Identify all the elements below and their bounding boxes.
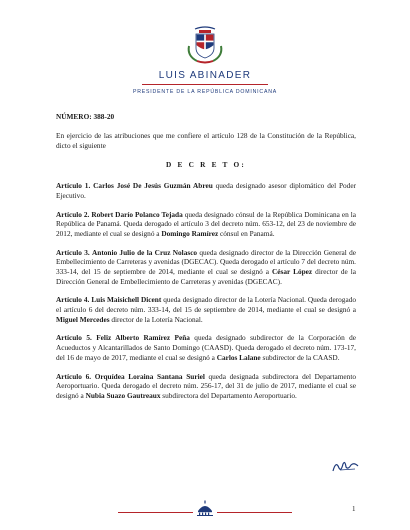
replaced-name: Miguel Mercedes: [56, 314, 110, 324]
article-label: Artículo 3.: [56, 247, 90, 257]
article-label: Artículo 6.: [56, 371, 92, 381]
article-text-end: subdirector de la CAASD.: [260, 352, 340, 362]
article-paragraph: [56, 248, 356, 286]
decree-heading: D E C R E T O:: [166, 159, 246, 169]
appointee-name: Carlos José De Jesús Guzmán Abreu: [93, 181, 213, 191]
intro-paragraph: En ejercicio de las atribuciones que me confiere el artículo 128 de la Constitución de la República, dicto el siguiente: [56, 131, 356, 150]
article-paragraph: [56, 372, 356, 401]
replaced-name: César López: [272, 266, 313, 276]
signature-icon: [331, 458, 361, 474]
header-name: LUIS ABINADER: [158, 70, 252, 81]
article-paragraph: [56, 210, 356, 239]
header-divider: [142, 84, 268, 85]
article-label: Artículo 1.: [56, 181, 91, 191]
replaced-name: Nubia Suazo Gautreaux: [85, 390, 161, 400]
article-text: queda designado director de la Dirección General de Embellecimiento de Carreteras y avenidas (DGECAC). Queda derogado el artículo 7 del decreto núm. 333-14, del 15 de septiembre de 2014, mediante el cual se designó a: [56, 247, 356, 276]
article-label: Artículo 5.: [56, 333, 92, 343]
article-text: queda designado asesor diplomático del Poder Ejecutivo.: [56, 181, 357, 200]
article-text-end: director de la Lotería Nacional.: [109, 314, 203, 324]
article-paragraph: [56, 181, 356, 200]
footer-line-left: [118, 512, 193, 513]
appointee-name: Luis Maisichell Dicent: [91, 295, 162, 305]
article-text-end: cónsul en Panamá.: [218, 228, 275, 238]
decree-number: NÚMERO: 388-20: [56, 112, 115, 121]
article-paragraph: [56, 333, 356, 362]
page-number: 1: [352, 505, 356, 513]
appointee-name: Orquídea Loraina Santana Suriel: [94, 371, 205, 381]
appointee-name: Feliz Alberto Ramírez Peña: [96, 333, 190, 343]
document-body: [56, 112, 356, 410]
replaced-name: Domingo Ramírez: [161, 228, 219, 238]
palace-dome-icon: [195, 500, 215, 516]
article-text-end: director de la Dirección General de Embellecimiento de Carreteras y avenidas (DGECAC).: [56, 266, 356, 286]
article-paragraph: [56, 295, 356, 324]
footer-line-right: [217, 512, 292, 513]
appointee-name: Robert Darío Polanco Tejada: [91, 209, 183, 219]
article-text: queda designado cónsul de la República Dominicana en la República de Panamá. Queda derogado el artículo 3 del decreto núm. 653-12, del 23 de noviembre de 2012, mediante el cual se designó a: [56, 209, 356, 238]
appointee-name: Antonio Julio de la Cruz Nolasco: [92, 247, 198, 257]
article-text: queda designado subdirector de la Corporación de Acueductos y Alcantarillados de Santo Domingo (CAASD). Queda derogado el decreto núm. 173-17, del 16 de mayo de 2017, mediante el cual se designó a: [56, 333, 356, 362]
article-text: queda designado director de la Lotería Nacional. Queda derogado el artículo 6 del decreto núm. 333-14, del 15 de septiembre de 2014, mediante el cual se designó a: [56, 295, 356, 314]
coat-of-arms-icon: [183, 26, 227, 64]
replaced-name: Carlos Lalane: [216, 352, 261, 362]
article-text: queda designada subdirectora del Departamento Aeroportuario. Queda derogado el decreto núm. 256-17, del 31 de julio de 2017, mediante el cual se designó a: [56, 371, 356, 400]
article-text-end: subdirectora del Departamento Aeroportuario.: [160, 390, 297, 400]
header-subtitle: PRESIDENTE DE LA REPÚBLICA DOMINICANA: [132, 89, 278, 95]
article-label: Artículo 4.: [56, 295, 90, 305]
article-label: Artículo 2.: [56, 209, 90, 219]
